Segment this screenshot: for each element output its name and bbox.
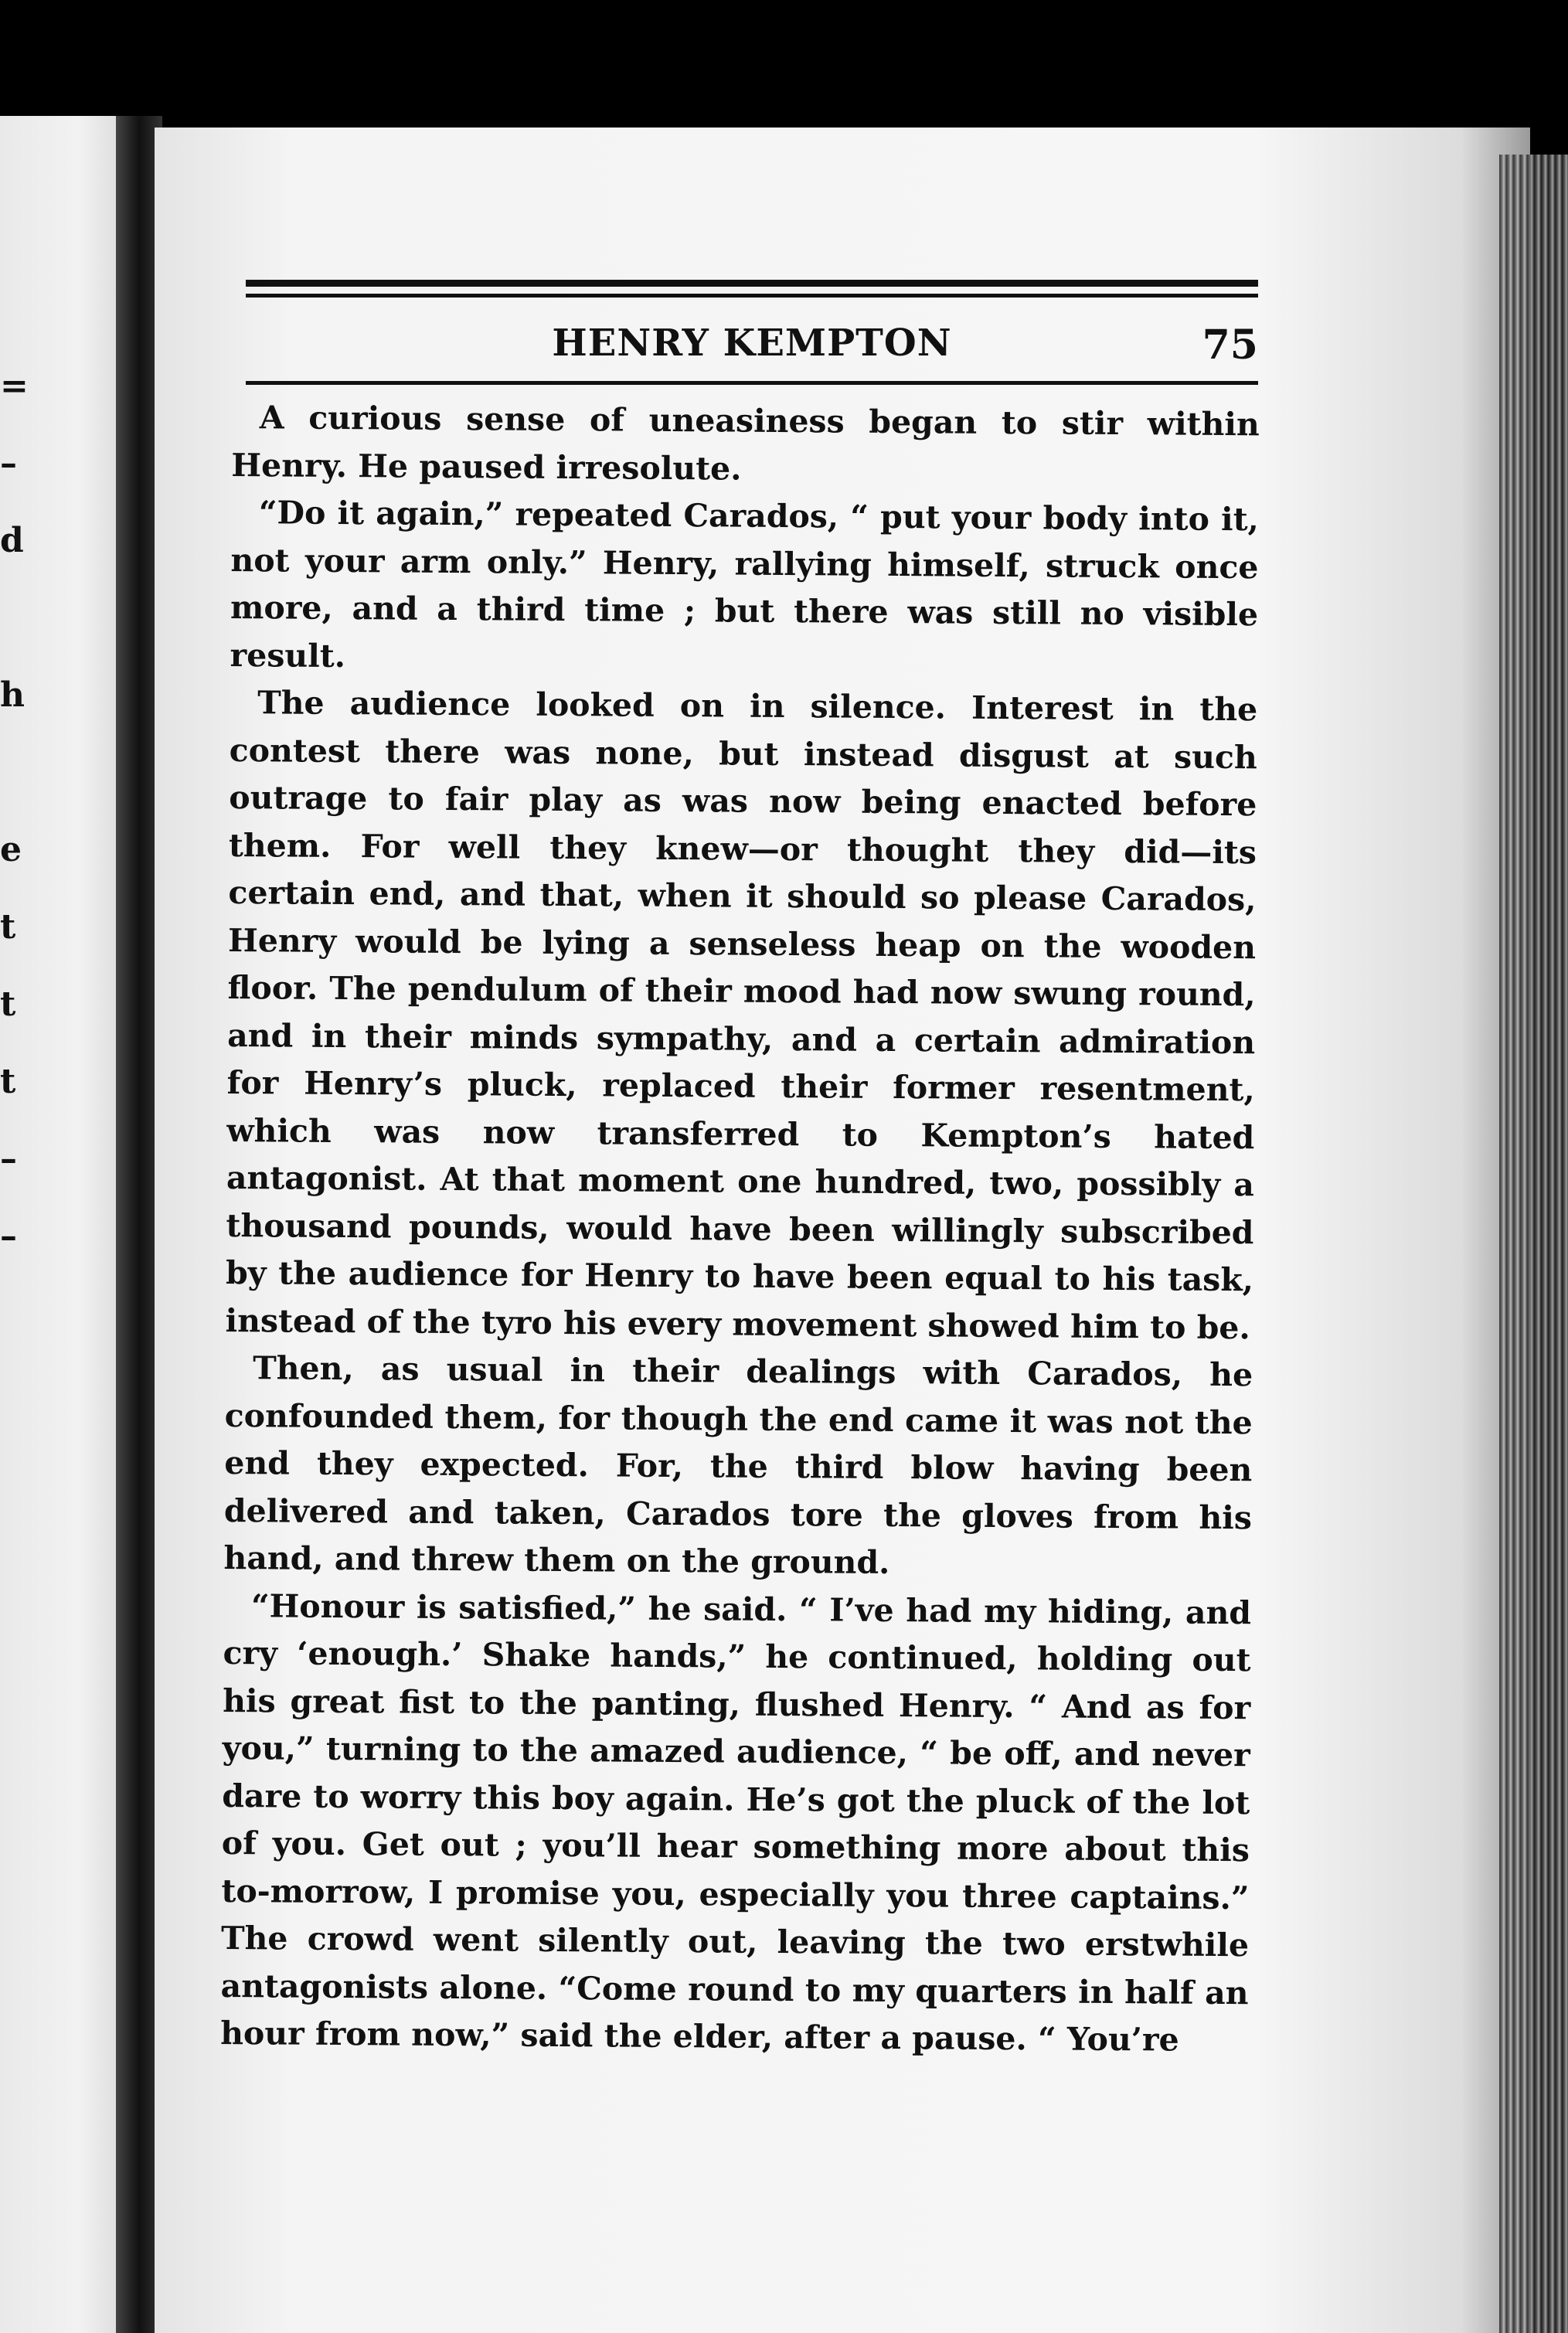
left-fragment: – bbox=[0, 1139, 17, 1178]
paragraph: A curious sense of uneasiness began to stir within Henry. He paused irresolute. bbox=[231, 399, 1260, 488]
left-page-margin bbox=[0, 116, 131, 2333]
header-double-rule bbox=[246, 280, 1258, 287]
left-fragment: t bbox=[0, 985, 16, 1024]
left-fragment: e bbox=[0, 830, 22, 869]
paragraph: The audience looked on in silence. Interest in the contest there was none, but instead disgust at such outrage to fair play as was now being enacted before them. For well they knew—or thought they did—its certain end, and that, when it should so please Carados, Henry would be lying a senseless heap on the wooden floor. The pendulum of their mood had now swung round, and in their minds sympathy, and a certain admiration for Henry’s pluck, replaced their former resentment, which was now transferred to Kempton’s hated antagonist. At that moment one hundred, two, possibly a thousand pounds, would have been willingly subscribed by the audience for Henry to have been equal to his task, instead of the tyro his every movement showed him to be. bbox=[225, 684, 1258, 1346]
body-text bbox=[220, 394, 1260, 2065]
left-fragment: = bbox=[0, 366, 29, 406]
page-edge-shadow bbox=[1499, 155, 1568, 2333]
left-fragment: – bbox=[0, 1216, 17, 1256]
header-double-rule-thin bbox=[246, 294, 1258, 298]
paragraph: “Honour is satisfied,” he said. “ I’ve had my hiding, and cry ‘enough.’ Shake hands,” he continued, holding out his great fist to the panting, flushed Henry. “ And as for you,” turning to the amazed audience, “ be off, and never dare to worry this boy again. He’s got the pluck of the lot of you. Get out ; you’ll hear something more about this to-morrow, I promise you, especially you three captains.” The crowd went silently out, leaving the two erstwhile antagonists alone. “Come round to my quarters in half an hour from now,” said the elder, after a pause. “ You’re bbox=[220, 1587, 1252, 2059]
running-head bbox=[246, 317, 1258, 371]
page-number: 75 bbox=[1202, 321, 1258, 369]
left-fragment: d bbox=[0, 521, 24, 560]
left-page-text-fragments bbox=[0, 348, 31, 1275]
running-title: HENRY KEMPTON bbox=[552, 321, 952, 365]
left-fragment: t bbox=[0, 907, 16, 947]
left-fragment: h bbox=[0, 675, 25, 715]
running-head-rule bbox=[246, 381, 1258, 385]
left-fragment: t bbox=[0, 1062, 16, 1101]
paragraph: “Do it again,” repeated Carados, “ put your body into it, not your arm only.” Henry, rallying himself, struck once more, and a third time ; but there was still no visible result. bbox=[230, 494, 1260, 675]
left-fragment bbox=[0, 734, 31, 811]
left-fragment bbox=[0, 580, 31, 657]
paragraph: Then, as usual in their dealings with Carados, he confounded them, for though the end came it was not the end they expected. For, the third blow having been delivered and taken, Carados tore the gloves from his hand, and threw them on the ground. bbox=[223, 1349, 1253, 1581]
left-fragment: – bbox=[0, 444, 17, 483]
